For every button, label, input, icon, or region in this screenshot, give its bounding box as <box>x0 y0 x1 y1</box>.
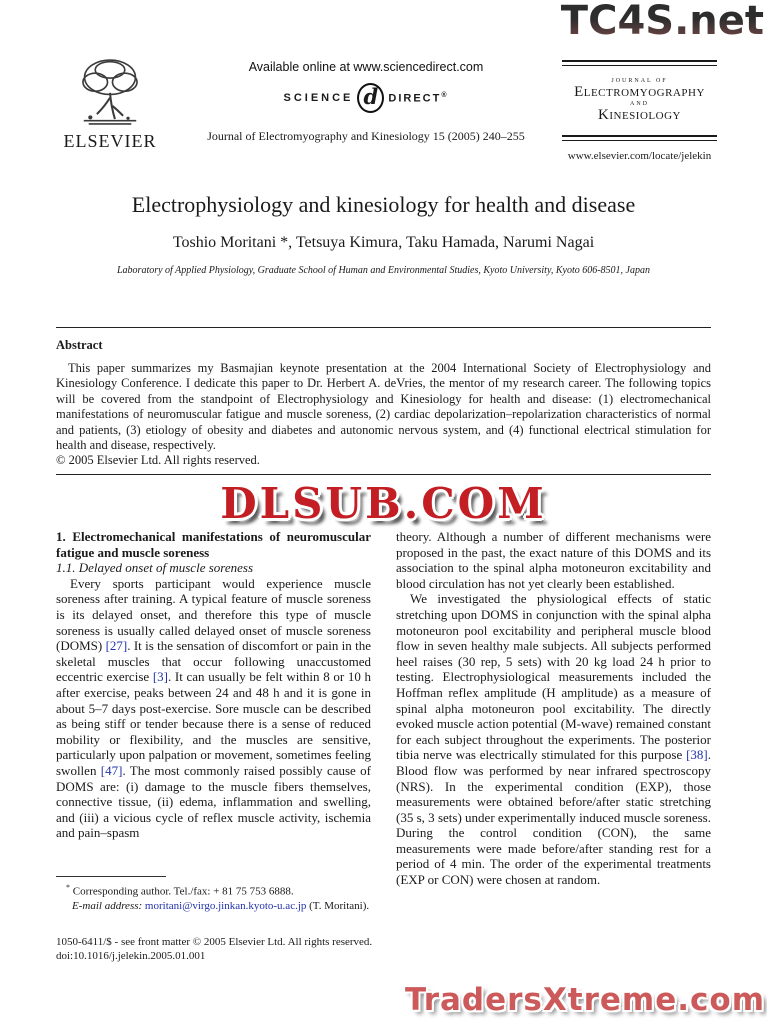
left-p1-text-2: . It is the sensation of discomfort or pain in the skeletal muscles that occur following unaccustomed eccentric exercise <box>56 638 371 685</box>
brand-and: AND <box>630 101 649 108</box>
elsevier-logo <box>50 55 170 162</box>
authors-line: Toshio Moritani *, Tetsuya Kimura, Taku Hamada, Narumi Nagai <box>172 234 595 251</box>
brand-kinesiology: KINESIOLOGY <box>598 107 681 124</box>
email-link[interactable]: moritani@virgo.jinkan.kyoto-u.ac.jp <box>144 899 307 912</box>
watermark-tradersxtreme: TradersXtreme.com <box>404 982 765 1018</box>
journal-citation-line: Journal of Electromyography and Kinesiology 15 (2005) 240–255 <box>207 129 525 143</box>
journal-brand-box <box>562 55 717 162</box>
email-note <box>56 899 386 913</box>
reference-link-3[interactable]: [3] <box>152 669 168 685</box>
body-columns <box>56 529 711 888</box>
footnotes-block <box>56 876 386 963</box>
available-online-text: Available online at www.sciencedirect.com <box>248 60 484 74</box>
registered-mark: ® <box>441 91 449 99</box>
journal-brand-words <box>562 66 717 135</box>
section-heading-1: 1. Electromechanical manifestations of neuromuscular fatigue and muscle soreness <box>56 529 371 560</box>
sciencedirect-logo <box>201 83 531 113</box>
left-p1-text-1: Every sports participant would experience muscle soreness after training. A typical feature of muscle soreness is its delayed onset, and therefore this type of muscle soreness is usually called delayed onset of muscle soreness (DOMS) <box>56 575 371 654</box>
left-p1-text-3: . It can usually be felt within 8 or 10 h after exercise, peaks between 24 and 48 h and it is gone in about 5–7 days post-exercise. Sore muscle can be described as being stiff or tender because there is a sense of reduced mobility or flexibility, and the muscles are sensitive, particularly upon palpation or movement, sometimes feeling swollen <box>56 669 372 778</box>
right-paragraph-1: theory. Although a number of different mechanisms were proposed in the past, the exact nature of this DOMS and its association to the spinal alpha motoneuron excitability and blood circulation has not yet clearly been established. <box>396 529 711 591</box>
right-column <box>396 529 711 888</box>
brand-electromyography: ELECTROMYOGRAPHY <box>574 84 705 100</box>
abstract-heading: Abstract <box>56 338 103 352</box>
subsection-heading-1-1: 1.1. Delayed onset of muscle soreness <box>56 560 254 576</box>
brand-rule-bottom <box>562 135 717 141</box>
reference-link-47[interactable]: [47] <box>100 762 123 778</box>
watermark-tc4s: TC4S.net <box>560 0 764 44</box>
elsevier-wordmark: ELSEVIER <box>63 131 157 151</box>
footnote-rule <box>56 876 166 877</box>
abstract-copyright: © 2005 Elsevier Ltd. All rights reserved. <box>56 453 260 468</box>
corresponding-text: Corresponding author. Tel./fax: + 81 75 753 6888. <box>70 885 294 898</box>
email-suffix: (T. Moritani). <box>306 899 370 912</box>
reference-link-38[interactable]: [38] <box>686 747 708 763</box>
sciencedirect-science-text: SCIENCE <box>283 92 354 104</box>
page-title: Electrophysiology and kinesiology for health and disease <box>131 192 636 217</box>
footnote-asterisk: * <box>66 883 70 892</box>
brand-journal-of: JOURNAL OF <box>611 78 668 84</box>
title-block <box>0 192 767 276</box>
left-column <box>56 529 371 888</box>
divider-above-abstract <box>56 327 711 328</box>
right-paragraph-2 <box>396 591 711 887</box>
right-p2-text-1: We investigated the physiological effects of static stretching upon DOMS in conjunction with the spinal alpha motoneuron pool excitability and peripheral muscle blood flow in seven healthy male subjects. All subjects performed heel raises (30 rep, 5 sets) with 20 kg load 24 h prior to testing. Electrophysiological measurements included the Hoffman reflex amplitude (H amplitude) as a measure of spinal alpha motoneuron pool excitability. The directly evoked muscle action potential (M-wave) remained constant for each subject throughout the experiments. The posterior tibia nerve was electrically stimulated for this purpose <box>396 591 711 763</box>
issn-copyright-line: 1050-6411/$ - see front matter © 2005 Elsevier Ltd. All rights reserved. <box>56 935 373 948</box>
left-p1-text-4: . The most commonly raised possibly cause of DOMS are: (i) damage to the muscle fibers themselves, connective tissue, (ii) edema, inflammation and swelling, and (iii) a vicious cycle of reflex muscle activity, ischemia and pain–spasm <box>56 762 371 841</box>
elsevier-tree-icon <box>69 55 151 129</box>
email-label: E-mail address: <box>72 899 143 912</box>
divider-below-abstract <box>56 474 711 475</box>
reference-link-27[interactable]: [27] <box>105 638 128 654</box>
left-paragraph-1 <box>56 576 371 841</box>
affiliation-line: Laboratory of Applied Physiology, Graduate School of Human and Environmental Studies, Kyoto University, Kyoto 606-8501, Japan <box>116 265 650 276</box>
corresponding-author-note <box>56 881 386 899</box>
sciencedirect-direct-text: DIRECT® <box>388 91 449 105</box>
watermark-dlsub: DLSUB.COM <box>220 479 547 528</box>
sciencedirect-d-icon: d <box>357 83 384 113</box>
header-center <box>201 55 531 162</box>
journal-header <box>50 55 717 162</box>
abstract-text: This paper summarizes my Basmajian keynote presentation at the 2004 International Society of Electrophysiology and Kinesiology Conference. I dedicate this paper to Dr. Herbert A. deVries, the mentor of my research career. The following topics will be covered from the standpoint of Electrophysiology and Kinesiology for health and disease: (1) electromechanical manifestations of neuromuscular fatigue and muscle soreness, (2) cardiac depolarization–repolarization characteristics of normal and patients, (3) etiology of obesity and diabetes and autonomic nervous system, and (4) functional electrical stimulation for health and disease, respectively. <box>56 361 711 453</box>
journal-url[interactable]: www.elsevier.com/locate/jelekin <box>567 149 712 162</box>
right-p2-text-2: . Blood flow was performed by near infrared spectroscopy (NRS). In the experimental condition (EXP), those measurements were obtained before/after static stretching (35 s, 3 sets) under experimentally induced muscle soreness. During the control condition (CON), the same measurements were made before/after standing rest for a period of 4 min. The order of the experimental treatments (EXP or CON) were chosen at random. <box>396 747 711 888</box>
doi-line: doi:10.1016/j.jelekin.2005.01.001 <box>56 949 206 962</box>
abstract-section <box>56 338 711 468</box>
